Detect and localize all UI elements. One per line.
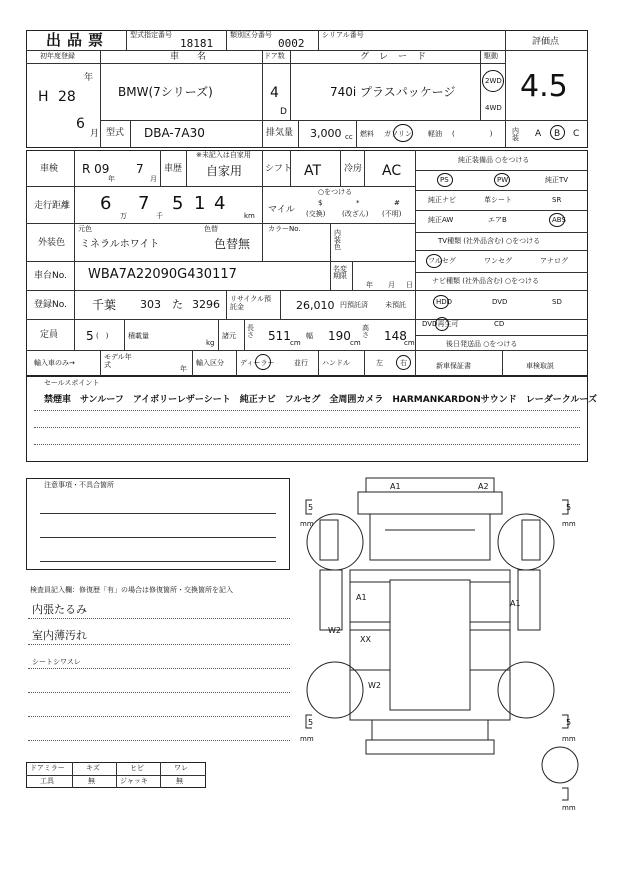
notes-frame <box>26 478 290 570</box>
width-cm: cm <box>350 339 361 347</box>
tv-oneseg: ワンセグ <box>484 257 512 265</box>
history-label: 車歴 <box>164 164 183 174</box>
tools-h-kizu: キズ <box>86 764 100 772</box>
drive-4wd: 4WD <box>485 104 502 112</box>
capacity-label: 定員 <box>40 330 59 340</box>
tools-jack-val: 無 <box>176 777 183 785</box>
mileage-altered: (改ざん) <box>342 210 369 218</box>
inspector-line-3: シートシワスレ <box>32 658 81 666</box>
height: 148 <box>384 329 407 343</box>
length-cm: cm <box>290 339 301 347</box>
reg-month: 6 <box>76 116 85 132</box>
mileage-km: km <box>244 212 255 220</box>
name-change-y: 年 <box>366 281 373 289</box>
sales-label: セールスポイント <box>44 379 100 387</box>
mileage-exchange: (交換) <box>306 210 326 218</box>
cc-unit: cc <box>345 133 353 141</box>
tools-jack: ジャッキ <box>120 777 148 785</box>
tv-fullseg: フルセグ <box>428 257 456 265</box>
navi-title: ナビ種類 (社外品含む) ○をつける <box>432 277 540 285</box>
mileage-star: * <box>356 199 360 207</box>
cool: AC <box>382 163 402 179</box>
shaken-year-unit: 年 <box>108 175 115 183</box>
fuel-label: 燃料 <box>360 130 374 138</box>
mileage-digit-5: 4 <box>214 193 226 214</box>
model-no: 18181 <box>180 37 214 50</box>
tire-fl-mm: mm <box>300 520 314 528</box>
handle-left: 左 <box>376 359 383 367</box>
damage-a1-right: A1 <box>510 599 521 608</box>
handle-label: ハンドル <box>322 359 350 367</box>
width: 190 <box>328 329 351 343</box>
displacement: 3,000 <box>310 127 342 140</box>
load-label: 積載量 <box>128 332 149 340</box>
shift-label: シフト <box>265 164 293 174</box>
shaken-value: R 09 <box>82 162 110 176</box>
later-manual: 車検取説 <box>526 362 554 370</box>
door-type: D <box>280 107 287 117</box>
mileage-digit-4: 1 <box>194 193 206 214</box>
recycle-unit: 円預託済 <box>340 301 368 309</box>
parallel: 並行 <box>294 359 308 367</box>
notes-label: 注意事項・不具合箇所 <box>44 481 114 489</box>
equip-aw: 純正AW <box>428 216 454 224</box>
serial-label: シリアル番号 <box>322 31 364 39</box>
displacement-label: 排気量 <box>266 128 294 138</box>
mileage-digit-1: 6 <box>100 193 112 214</box>
sales-text: 禁煙車 サンルーフ アイボリーレザーシート 純正ナビ フルセグ 全周囲カメラ HARMANKARDONサウンド レーダークルーズ <box>44 395 598 405</box>
mileage-dollar: $ <box>318 199 323 207</box>
reg-year-unit: 年 <box>84 73 94 83</box>
damage-a2-front: A2 <box>478 482 489 491</box>
color-label: 外装色 <box>38 238 66 248</box>
plate-pref: 千葉 <box>92 298 117 312</box>
mileage-digit-3: 5 <box>172 193 184 214</box>
name-change-label: 名変期限 <box>333 265 347 280</box>
class-no: 0002 <box>278 37 305 50</box>
orig-color: ミネラルホワイト <box>80 239 160 250</box>
vin: WBA7A22090G430117 <box>88 267 237 282</box>
model-year-unit: 年 <box>180 365 187 373</box>
cool-label: 冷房 <box>344 164 363 174</box>
capacity-paren: ( ) <box>96 332 109 340</box>
doors-label: ドア数 <box>264 52 285 60</box>
length-label: 長さ <box>247 324 254 339</box>
car-name: BMW(7シリーズ) <box>118 85 213 99</box>
inspector-line-1: 内張たるみ <box>32 603 87 616</box>
tv-title: TV種類 (社外品含む) ○をつける <box>438 237 541 245</box>
import-class-label: 輸入区分 <box>196 359 224 367</box>
tire-spare-mm: mm <box>562 804 576 812</box>
equip-leather: 革シート <box>484 196 512 204</box>
damage-w2-left: W2 <box>328 626 341 635</box>
light-oil-label: 軽油 <box>428 130 442 138</box>
type-label: 型式 <box>106 128 125 138</box>
height-cm: cm <box>404 339 415 347</box>
fuel: ガソリン <box>384 130 412 138</box>
drive-label: 駆動 <box>484 52 498 60</box>
mileage-unknown: (不明) <box>382 210 402 218</box>
tire-rr: 5 <box>566 718 572 727</box>
damage-xx: XX <box>360 635 371 644</box>
tire-fr: 5 <box>566 503 572 512</box>
load-kg: kg <box>206 339 215 347</box>
score-label: 評価点 <box>532 37 560 47</box>
navi-cd: CD <box>494 320 505 328</box>
drive-2wd: 2WD <box>485 77 502 85</box>
mileage-digit-2: 7 <box>138 193 150 214</box>
reg-year: 28 <box>58 89 76 105</box>
shaken-month: 7 <box>136 162 144 176</box>
tire-rl-mm: mm <box>300 735 314 743</box>
plate-label: 登録No. <box>34 300 67 310</box>
height-label: 高さ <box>362 324 369 339</box>
doors: 4 <box>270 85 279 101</box>
shaken-month-unit: 月 <box>150 175 157 183</box>
interior-color-label: 内装色 <box>334 229 341 251</box>
mileage-label: 走行距離 <box>34 201 71 211</box>
interior-label: 内装 <box>512 127 519 142</box>
navi-dvd-play: DVD再生可 <box>422 320 459 328</box>
equip-navi: 純正ナビ <box>428 196 456 204</box>
tools-h-ware: ワレ <box>174 764 188 772</box>
equip-title: 純正装備品 ○をつける <box>458 156 530 164</box>
inspector-label: 検査員記入欄：修復歴「有」の場合は修復箇所・交換箇所を記入 <box>30 586 233 594</box>
shift: AT <box>304 163 322 179</box>
shaken-label: 車検 <box>40 164 59 174</box>
tools-h-mirror: ドアミラー <box>30 764 65 772</box>
damage-a1-left: A1 <box>356 593 367 602</box>
era: H <box>38 89 49 105</box>
name-change-d: 日 <box>406 281 413 289</box>
mileage-mark-note: ○をつける <box>318 188 353 196</box>
plate-kana: た <box>172 298 183 311</box>
tire-fl: 5 <box>308 503 314 512</box>
interior-a: A <box>535 129 542 139</box>
interior-b: B <box>554 129 561 139</box>
paint: 色替無 <box>214 237 251 251</box>
vin-label: 車台No. <box>34 271 67 281</box>
recycle-label: リサイクル預託金 <box>230 295 272 312</box>
mileage-unit-sen: 千 <box>156 212 163 220</box>
interior-c: C <box>573 129 580 139</box>
tire-fr-mm: mm <box>562 520 576 528</box>
orig-color-label: 元色 <box>78 225 92 233</box>
history-note: ※未記入は自家用 <box>196 151 251 159</box>
model-year-label: モデル年式 <box>104 353 132 369</box>
car-name-label: 車名 <box>170 52 225 62</box>
handle-right: 右 <box>400 359 407 367</box>
mileage-unit-man: 万 <box>120 212 127 220</box>
unpaid: 未預託 <box>385 301 406 309</box>
equip-sr: SR <box>552 196 562 204</box>
navi-hdd: HDD <box>436 298 453 306</box>
name-change-m: 月 <box>388 281 395 289</box>
first-reg-label: 初年度登録 <box>40 52 75 60</box>
damage-w2-rear: W2 <box>368 681 381 690</box>
color-no-label: カラーNo. <box>268 225 301 233</box>
equip-abs: ABS <box>552 216 566 224</box>
mileage-mile: マイル <box>268 205 295 215</box>
plate-num1: 303 <box>140 298 161 311</box>
equip-ps: PS <box>440 176 449 184</box>
car-diagram <box>290 470 630 830</box>
score-value: 4.5 <box>520 69 568 104</box>
paint-label: 色替 <box>204 225 218 233</box>
damage-a1-front: A1 <box>390 482 401 491</box>
mileage-hash: # <box>394 199 400 207</box>
recycle: 26,010 <box>296 299 335 312</box>
tire-rr-mm: mm <box>562 735 576 743</box>
grade-label: グレード <box>360 52 437 62</box>
tire-rl: 5 <box>308 718 314 727</box>
plate-num2: 3296 <box>192 298 220 311</box>
equip-tv: 純正TV <box>545 176 569 184</box>
tools-h-hibi: ヒビ <box>130 764 144 772</box>
capacity: 5 <box>86 329 94 343</box>
reg-month-unit: 月 <box>90 129 100 139</box>
light-oil-paren: ( ) <box>452 130 493 138</box>
import-label: 輸入車のみ→ <box>34 359 75 367</box>
navi-dvd: DVD <box>492 298 508 306</box>
tools-tool: 工具 <box>40 777 54 785</box>
tools-tool-val: 無 <box>88 777 95 785</box>
equip-pw: PW <box>497 176 509 184</box>
width-label: 幅 <box>306 332 313 340</box>
grade: 740i プラスパッケージ <box>330 85 456 99</box>
later-warranty: 新車保証書 <box>436 362 471 370</box>
later-title: 後日発送品 ○をつける <box>446 340 518 348</box>
dealer: ディーラー <box>240 359 275 367</box>
inspector-line-2: 室内薄汚れ <box>32 629 87 642</box>
class-no-label: 類別区分番号 <box>230 31 272 39</box>
model-no-label: 型式指定番号 <box>130 31 172 39</box>
sales-frame <box>26 376 588 462</box>
history: 自家用 <box>206 164 243 178</box>
tv-analog: アナログ <box>540 257 568 265</box>
navi-sd: SD <box>552 298 562 306</box>
doc-title: 出品票 <box>46 31 110 49</box>
type: DBA-7A30 <box>144 126 205 140</box>
equip-airbag: エアB <box>488 216 507 224</box>
dims-label: 諸元 <box>222 332 236 340</box>
length: 511 <box>268 329 291 343</box>
